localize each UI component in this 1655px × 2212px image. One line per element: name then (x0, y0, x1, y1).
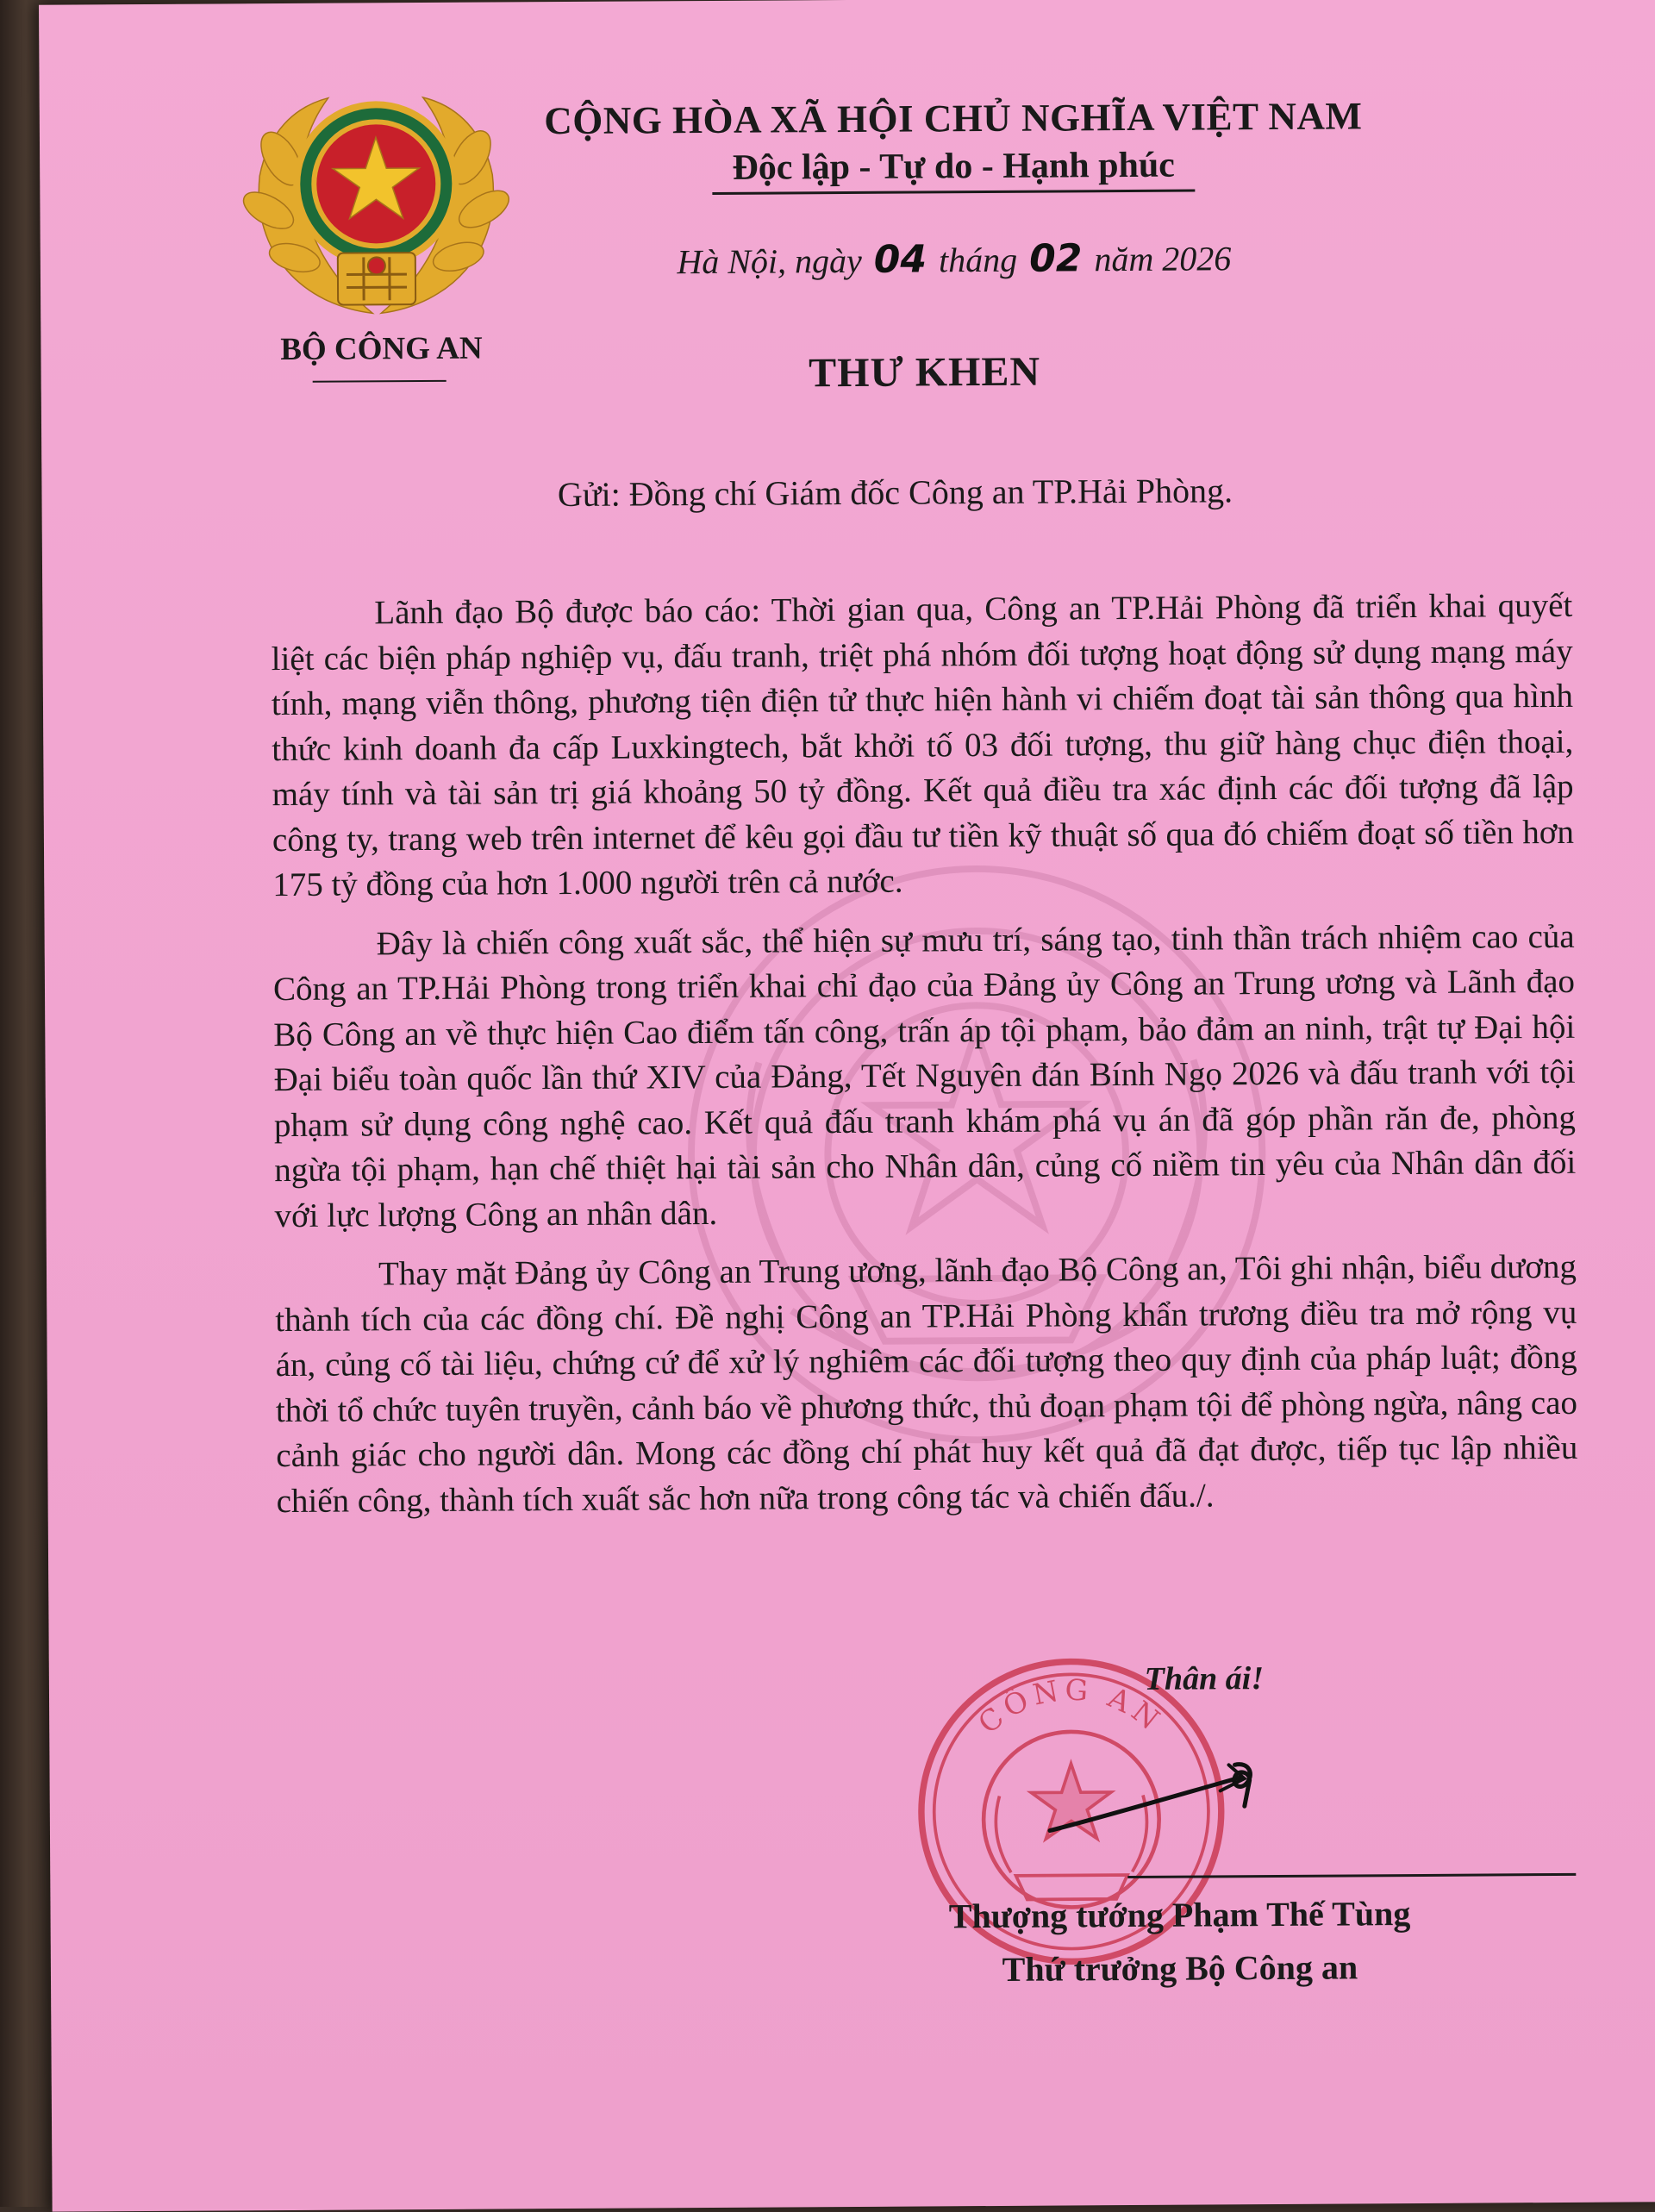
recipient-line: Gửi: Đồng chí Giám đốc Công an TP.Hải Phòng. (557, 471, 1233, 515)
body-paragraph-3: Thay mặt Đảng ủy Công an Trung ương, lãnh đạo Bộ Công an, Tôi ghi nhận, biểu dương thành tích của các đồng chí. Đề nghị Công an TP.Hải Phòng khẩn trương điều tra mở rộng vụ án, củng cố tài liệu, chứng cứ để xử lý nghiêm các đối tượng theo quy định của pháp luật; đồng thời tổ chức tuyên truyền, cảnh báo về phương thức, thủ đoạn phạm tội để phòng ngừa, nâng cao cảnh giác cho người dân. Mong các đồng chí phát huy kết quả đã đạt được, tiếp tục lập nhiều chiến công, thành tích xuất sắc hơn nữa trong công tác và chiến đấu./. (275, 1247, 1578, 1520)
handwritten-signature-icon (1023, 1730, 1274, 1861)
nation-name: CỘNG HÒA XÃ HỘI CHỦ NGHĨA VIỆT NAM (544, 94, 1363, 143)
dateline-month: 02 (1029, 236, 1083, 281)
stamp-text: CÔNG AN (971, 1672, 1170, 1740)
motto-underline (712, 190, 1195, 195)
national-motto: Độc lập - Tự do - Hạnh phúc (732, 145, 1176, 188)
ministry-name: BỘ CÔNG AN (280, 330, 483, 368)
dateline-year: năm 2026 (1094, 239, 1232, 279)
police-emblem-icon (234, 79, 520, 331)
signer-title: Thứ trưởng Bộ Công an (1002, 1947, 1358, 1989)
dateline (523, 234, 1385, 284)
body-paragraph-2: Đây là chiến công xuất sắc, thể hiện sự mưu trí, sáng tạo, tinh thần trách nhiệm cao của Công an TP.Hải Phòng trong triển khai chỉ đạo của Đảng ủy Công an Trung ương và Lãnh đạo Bộ Công an về thực hiện Cao điểm tấn công, trấn áp tội phạm, bảo đảm an ninh, trật tự Đại hội Đại biểu toàn quốc lần thứ XIV của Đảng, Tết Nguyên đán Bính Ngọ 2026 và đấu tranh với tội phạm sử dụng công nghệ cao. Kết quả đấu tranh khám phá vụ án đã góp phần răn đe, phòng ngừa tội phạm, hạn chế thiệt hại tài sản cho Nhân dân, củng cố niềm tin yêu của Nhân dân đối với lực lượng Công an nhân dân. (272, 917, 1577, 1234)
dateline-prefix: Hà Nội, ngày (677, 241, 862, 282)
letter-body (271, 584, 1578, 1538)
letter-page (39, 0, 1655, 2212)
signer-name: Thượng tướng Phạm Thế Tùng (948, 1894, 1411, 1936)
closing-greeting: Thân ái! (1144, 1660, 1265, 1697)
dateline-day: 04 (873, 237, 927, 282)
body-paragraph-1: Lãnh đạo Bộ được báo cáo: Thời gian qua, Công an TP.Hải Phòng đã triển khai quyết liệt các biện pháp nghiệp vụ, đấu tranh, triệt phá nhóm đối tượng hoạt động sử dụng mạng máy tính, mạng viễn thông, phương tiện điện tử thực hiện hành vi chiếm đoạt tài sản thông qua hình thức kinh doanh đa cấp Luxkingtech, bắt khởi tố 03 đối tượng, thu giữ hàng chục điện thoại, máy tính và tài sản trị giá khoảng 50 tỷ đồng. Kết quả điều tra xác định các đối tượng đã lập công ty, trang web trên internet để kêu gọi đầu tư tiền kỹ thuật số qua đó chiếm đoạt số tiền hơn 175 tỷ đồng của hơn 1.000 người trên cả nước. (271, 586, 1575, 904)
ministry-underline (313, 380, 447, 383)
document-title: THƯ KHEN (809, 348, 1041, 397)
dateline-month-label: tháng (938, 240, 1018, 280)
